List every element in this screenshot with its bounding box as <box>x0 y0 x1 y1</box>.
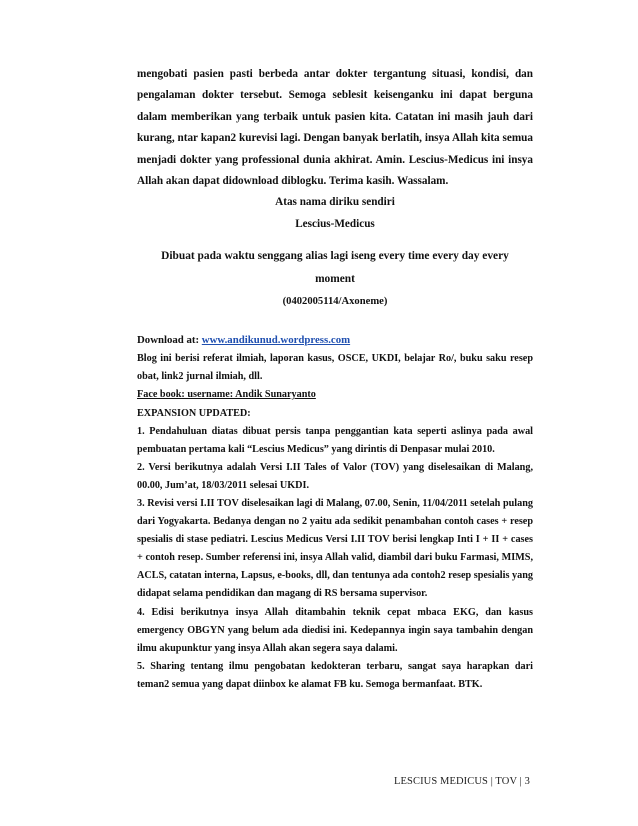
made-note <box>137 245 533 291</box>
expansion-heading: EXPANSION UPDATED: <box>137 407 251 419</box>
expansion-item: 2. Versi berikutnya adalah Versi I.II Tales of Valor (TOV) yang diselesaikan di Malang, 00.00, Jum’at, 18/03/2011 selesai UKDI. <box>137 461 533 491</box>
expansion-item: 5. Sharing tentang ilmu pengobatan kedokteran terbaru, sangat saya harapkan dari teman2 semua yang dapat diinbox ke alamat FB ku. Semoga bermanfaat. BTK. <box>137 660 533 690</box>
expansion-item: 4. Edisi berikutnya insya Allah ditambahin teknik cepat mbaca EKG, dan kasus emergency OBGYN yang belum ada diedisi ini. Kedepannya ingin saya tambahin dengan ilmu akupunktur yang insya Allah akan segera saya dalami. <box>137 606 533 654</box>
page-footer: LESCIUS MEDICUS | TOV | 3 <box>394 776 530 787</box>
blog-link[interactable]: www.andikunud.wordpress.com <box>201 334 351 347</box>
author-id: (0402005114/Axoneme) <box>282 296 388 308</box>
expansion-item: 3. Revisi versi I.II TOV diselesaikan lagi di Malang, 07.00, Senin, 11/04/2011 setelah pulang dari Yogyakarta. Bedanya dengan no 2 yaitu ada sedikit penambahan contoh cases + resep spesialis di stase pediatri. Lescius Medicus Versi I.II TOV berisi lengkap Inti I + II + cases + contoh resep. Sumber referensi ini, insya Allah valid, diambil dari buku Farmasi, MIMS, ACLS, catatan interna, Lapsus, e-books, dll, dan tentunya ada contoh2 resep spesialis yang didapat selama pendidikan dan magang di RS bersama supervisor. <box>137 498 533 600</box>
signature-line-2: Lescius-Medicus <box>295 217 375 230</box>
document-page <box>137 64 533 694</box>
download-label: Download at: <box>137 334 202 347</box>
made-note-line-1: Dibuat pada waktu senggang alias lagi iseng every time every day every <box>161 250 509 263</box>
blog-description: Blog ini berisi referat ilmiah, laporan kasus, OSCE, UKDI, belajar Ro/, buku saku resep obat, link2 jurnal ilmiah, dll. <box>137 353 533 383</box>
signature-line-1: Atas nama diriku sendiri <box>275 196 395 209</box>
expansion-item: 1. Pendahuluan diatas dibuat persis tanpa penggantian kata seperti aslinya pada awal pembuatan pertama kali “Lescius Medicus” yang dirintis di Denpasar mulai 2010. <box>137 425 533 455</box>
download-line <box>137 330 533 350</box>
intro-paragraph: mengobati pasien pasti berbeda antar dokter tergantung situasi, kondisi, dan pengalaman dokter tersebut. Semoga seblesit keisenganku ini dapat berguna dalam memberikan yang terbaik untuk pasien kita. Catatan ini masih jauh dari kurang, ntar kapan2 kurevisi lagi. Dengan banyak berlatih, insya Allah kita semua menjadi dokter yang professional dunia akhirat. Amin. Lescius-Medicus ini insya Allah akan dapat didownload diblogku. Terima kasih. Wassalam. <box>137 68 533 188</box>
info-section <box>137 330 533 694</box>
made-note-line-2: moment <box>315 273 355 286</box>
facebook-line: Face book: username: Andik Sunaryanto <box>137 389 316 401</box>
